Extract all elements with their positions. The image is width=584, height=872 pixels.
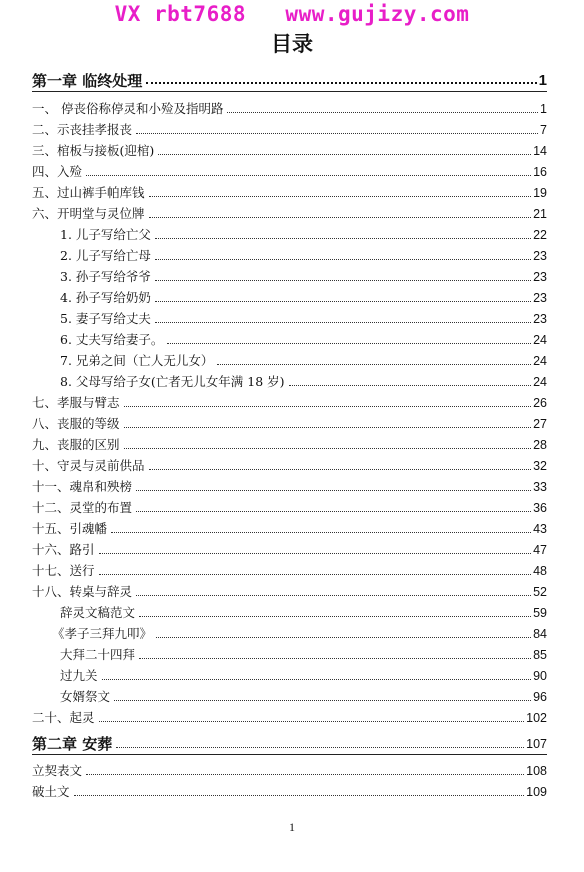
toc-entry[interactable] xyxy=(32,708,547,726)
toc-entry-page: 21 xyxy=(533,207,547,221)
dot-leader xyxy=(156,637,531,638)
dot-leader xyxy=(136,490,531,491)
toc-chapter-page: 1 xyxy=(538,72,547,89)
toc-chapter-label: 第一章 临终处理 xyxy=(32,72,143,90)
dot-leader xyxy=(136,595,531,596)
toc-entry[interactable] xyxy=(32,120,547,138)
toc-entry-label: 七、孝服与臂志 xyxy=(32,395,120,410)
chapter-divider xyxy=(32,91,547,92)
toc-chapter-label: 第二章 安葬 xyxy=(32,735,113,753)
toc-entry-page: 24 xyxy=(533,375,547,389)
dot-leader xyxy=(158,154,531,155)
dot-leader xyxy=(289,385,532,386)
toc-entry-page: 36 xyxy=(533,501,547,515)
toc-entry-page: 1 xyxy=(540,102,547,116)
toc-entry-label: 2. 儿子写给亡母 xyxy=(60,248,151,263)
toc-entry[interactable] xyxy=(32,414,547,432)
toc-subentry[interactable] xyxy=(60,309,547,327)
toc-entry-label: 三、棺板与接板(迎棺) xyxy=(32,143,155,158)
toc-entry-page: 84 xyxy=(533,627,547,641)
toc-entry-label: 一、 停丧俗称停灵和小殓及指明路 xyxy=(32,101,224,116)
toc-entry-label: 辞灵文稿范文 xyxy=(60,605,136,620)
dot-leader xyxy=(149,469,532,470)
toc-entry[interactable] xyxy=(32,435,547,453)
dot-leader xyxy=(102,679,532,680)
toc-entry-page: 48 xyxy=(533,564,547,578)
toc-entry-page: 32 xyxy=(533,459,547,473)
toc-subentry[interactable] xyxy=(60,330,547,348)
dot-leader xyxy=(136,133,538,134)
toc-entry-label: 十二、灵堂的布置 xyxy=(32,500,133,515)
dot-leader xyxy=(227,112,538,113)
dot-leader xyxy=(116,747,524,748)
toc-entry-label: 过九关 xyxy=(60,668,98,683)
toc-entry-label: 九、丧服的区别 xyxy=(32,437,120,452)
dot-leader xyxy=(111,532,531,533)
toc-entry-label: 《孝子三拜九叩》 xyxy=(52,626,153,641)
toc-entry-page: 14 xyxy=(533,144,547,158)
toc-subentry[interactable] xyxy=(60,645,547,663)
chapter-divider xyxy=(32,754,547,755)
toc-entry-page: 16 xyxy=(533,165,547,179)
toc-entry[interactable] xyxy=(32,183,547,201)
toc-entry-page: 23 xyxy=(533,312,547,326)
toc-entry-page: 27 xyxy=(533,417,547,431)
dot-leader xyxy=(99,553,532,554)
page-title: 目录 xyxy=(271,32,313,56)
toc-chapter-2[interactable] xyxy=(32,730,547,752)
toc-subentry[interactable] xyxy=(52,624,547,642)
toc-subentry[interactable] xyxy=(60,288,547,306)
dot-leader xyxy=(99,574,532,575)
toc-subentry[interactable] xyxy=(60,687,547,705)
toc-subentry[interactable] xyxy=(60,246,547,264)
toc-entry-page: 28 xyxy=(533,438,547,452)
dot-leader xyxy=(149,196,532,197)
toc-entry-label: 五、过山裤手帕库钱 xyxy=(32,185,145,200)
toc-entry-label: 十、守灵与灵前供品 xyxy=(32,458,145,473)
toc-entry-label: 四、入殓 xyxy=(32,164,83,179)
toc-entry-page: 24 xyxy=(533,354,547,368)
toc-chapter-page: 107 xyxy=(526,737,547,751)
dot-leader xyxy=(74,795,525,796)
dot-leader xyxy=(139,658,531,659)
toc-entry[interactable] xyxy=(32,204,547,222)
dot-leader xyxy=(155,280,531,281)
dot-leader xyxy=(124,427,532,428)
toc-entry-page: 90 xyxy=(533,669,547,683)
toc-entry[interactable] xyxy=(32,540,547,558)
toc-entry[interactable] xyxy=(32,162,547,180)
toc-subentry[interactable] xyxy=(60,372,547,390)
toc-entry-label: 4. 孙子写给奶奶 xyxy=(60,290,151,305)
toc-entry[interactable] xyxy=(32,582,547,600)
dot-leader xyxy=(146,82,536,84)
toc-subentry[interactable] xyxy=(60,351,547,369)
toc-entry-label: 六、开明堂与灵位牌 xyxy=(32,206,145,221)
toc-entry-label: 二、示丧挂孝报丧 xyxy=(32,122,133,137)
toc-entry-label: 十一、魂帛和殃榜 xyxy=(32,479,133,494)
dot-leader xyxy=(114,700,531,701)
toc-entry-page: 59 xyxy=(533,606,547,620)
page-number: 1 xyxy=(289,820,295,834)
toc-entry-label: 十七、送行 xyxy=(32,563,95,578)
dot-leader xyxy=(167,343,531,344)
toc-entry[interactable] xyxy=(32,141,547,159)
dot-leader xyxy=(136,511,531,512)
toc-chapter-1[interactable] xyxy=(32,67,547,89)
toc-entry-label: 女婿祭文 xyxy=(60,689,111,704)
dot-leader xyxy=(139,616,531,617)
toc-entry-page: 7 xyxy=(540,123,547,137)
toc-entry[interactable] xyxy=(32,782,547,800)
toc-entry-page: 26 xyxy=(533,396,547,410)
toc-entry-label: 十六、路引 xyxy=(32,542,95,557)
toc-entry-label: 大拜二十四拜 xyxy=(60,647,136,662)
toc-entry-page: 19 xyxy=(533,186,547,200)
toc-entry-page: 24 xyxy=(533,333,547,347)
toc-entry[interactable] xyxy=(32,519,547,537)
toc-entry-page: 22 xyxy=(533,228,547,242)
toc-entry-page: 102 xyxy=(526,711,547,725)
toc-entry-page: 47 xyxy=(533,543,547,557)
toc-subentry[interactable] xyxy=(60,225,547,243)
toc-entry-page: 85 xyxy=(533,648,547,662)
dot-leader xyxy=(86,774,524,775)
toc-entry-label: 3. 孙子写给爷爷 xyxy=(60,269,151,284)
toc-entry-page: 23 xyxy=(533,291,547,305)
toc-entry-page: 23 xyxy=(533,249,547,263)
toc-entry-page: 23 xyxy=(533,270,547,284)
dot-leader xyxy=(155,238,531,239)
dot-leader xyxy=(217,364,531,365)
toc-subentry[interactable] xyxy=(60,603,547,621)
dot-leader xyxy=(99,721,525,722)
toc-entry-page: 43 xyxy=(533,522,547,536)
toc-subentry[interactable] xyxy=(60,267,547,285)
toc-entry-label: 二十、起灵 xyxy=(32,710,95,725)
dot-leader xyxy=(155,301,531,302)
dot-leader xyxy=(86,175,531,176)
toc-entry[interactable] xyxy=(32,99,547,117)
toc-entry-label: 5. 妻子写给丈夫 xyxy=(60,311,151,326)
toc-entry-page: 33 xyxy=(533,480,547,494)
dot-leader xyxy=(155,322,531,323)
toc-entry[interactable] xyxy=(32,498,547,516)
dot-leader xyxy=(149,217,532,218)
toc-subentry[interactable] xyxy=(60,666,547,684)
dot-leader xyxy=(124,448,532,449)
toc-entry-page: 108 xyxy=(526,764,547,778)
toc-entry[interactable] xyxy=(32,393,547,411)
dot-leader xyxy=(155,259,531,260)
toc-entry-label: 十八、转桌与辞灵 xyxy=(32,584,133,599)
dot-leader xyxy=(124,406,532,407)
toc-entry[interactable] xyxy=(32,477,547,495)
watermark: VX rbt7688 www.gujizy.com xyxy=(114,2,470,26)
toc-entry-page: 109 xyxy=(526,785,547,799)
toc-entry-page: 52 xyxy=(533,585,547,599)
toc-entry-label: 6. 丈夫写给妻子。 xyxy=(60,332,164,347)
toc-entry-page: 96 xyxy=(533,690,547,704)
toc-entry[interactable] xyxy=(32,761,547,779)
toc-entry-label: 1. 儿子写给亡父 xyxy=(60,227,151,242)
toc-entry-label: 八、丧服的等级 xyxy=(32,416,120,431)
toc-entry[interactable] xyxy=(32,456,547,474)
toc-entry[interactable] xyxy=(32,561,547,579)
toc-entry-label: 十五、引魂幡 xyxy=(32,521,108,536)
toc-entry-label: 8. 父母写给子女(亡者无儿女年满 18 岁) xyxy=(60,374,285,389)
toc-entry-label: 立契表文 xyxy=(32,763,83,778)
toc-entry-label: 破土文 xyxy=(32,784,70,799)
toc-entry-label: 7. 兄弟之间（亡人无儿女） xyxy=(60,353,214,368)
